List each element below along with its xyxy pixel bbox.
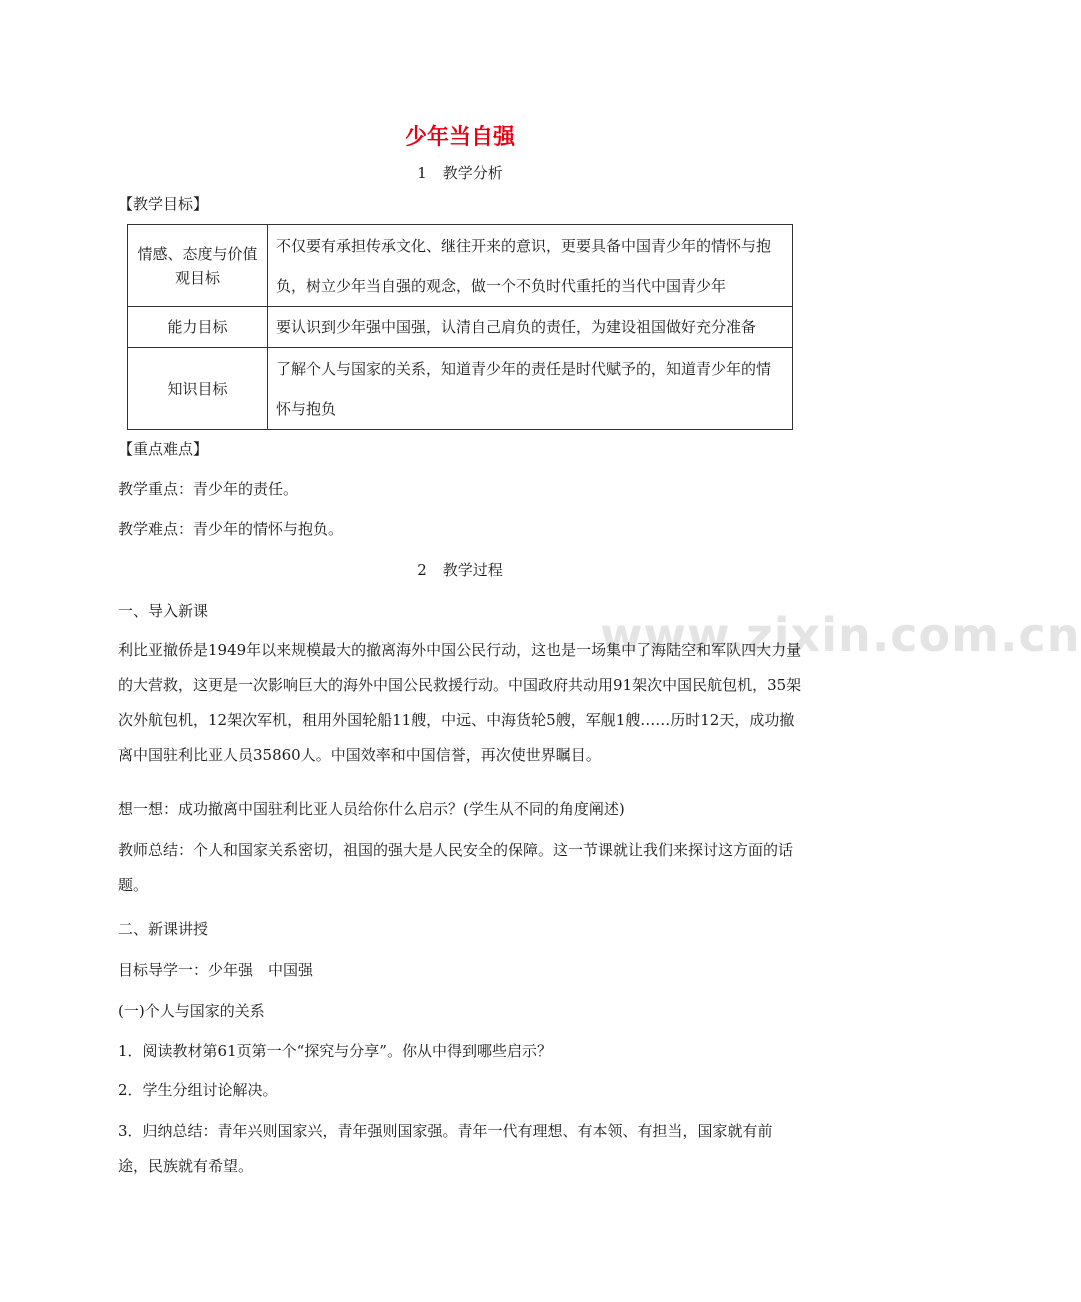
think-prompt: 想一想：成功撤离中国驻利比亚人员给你什么启示？(学生从不同的角度阐述) [118,800,625,818]
section-2-heading [0,559,920,580]
teacher-summary: 教师总结：个人和国家关系密切，祖国的强大是人民安全的保障。这一节课就让我们来探讨这方面的话题。 [118,841,794,894]
goal-label: 能力目标 [128,307,268,348]
step-2: 2．学生分组讨论解决。 [118,1081,278,1099]
key-points-heading: 【重点难点】 [118,440,209,458]
goal-text: 了解个人与国家的关系，知道青少年的责任是时代赋予的，知道青少年的情怀与抱负 [268,348,793,430]
section-1-number: 1 [417,164,427,182]
goal-text: 不仅要有承担传承文化、继往开来的意识，更要具备中国青少年的情怀与抱负，树立少年当自强的观念，做一个不负时代重托的当代中国青少年 [268,225,793,307]
table-row [128,307,793,348]
section-2-label: 教学过程 [442,561,503,579]
step-1: 1．阅读教材第61页第一个“探究与分享”。你从中得到哪些启示？ [118,1042,552,1060]
difficult-point: 教学难点：青少年的情怀与抱负。 [118,520,344,538]
goals-table [127,224,793,430]
watermark: www.zixin.com.cn [600,608,1081,662]
goal-text: 要认识到少年强中国强，认清自己肩负的责任，为建设祖国做好充分准备 [268,307,793,348]
part-1-heading: 一、导入新课 [118,602,209,620]
key-point: 教学重点：青少年的责任。 [118,480,299,498]
table-row [128,225,793,307]
section-2-number: 2 [417,561,427,579]
section-1-heading [0,162,920,183]
goal-label: 知识目标 [128,348,268,430]
page-title: 少年当自强 [404,125,515,150]
part-1-paragraph: 利比亚撤侨是1949年以来规模最大的撤离海外中国公民行动，这也是一场集中了海陆空和军队四大力量的大营救，这更是一次影响巨大的海外中国公民救援行动。中国政府共动用91架次中国民航包机，35架次外航包机，12架次军机，租用外国轮船11艘，中远、中海货轮5艘，军舰1艘……历时12天，成功撤离中国驻利比亚人员35860人。中国效率和中国信誉，再次使世界瞩目。 [118,641,802,764]
target-1: 目标导学一：少年强 中国强 [118,961,314,979]
part-2-heading: 二、新课讲授 [118,920,209,938]
subsection-1: (一)个人与国家的关系 [118,1002,265,1020]
goals-heading: 【教学目标】 [118,195,209,213]
table-row [128,348,793,430]
section-1-label: 教学分析 [442,164,503,182]
step-3: 3．归纳总结：青年兴则国家兴，青年强则国家强。青年一代有理想、有本领、有担当，国家就有前途，民族就有希望。 [118,1122,773,1175]
goal-label: 情感、态度与价值观目标 [128,225,268,307]
